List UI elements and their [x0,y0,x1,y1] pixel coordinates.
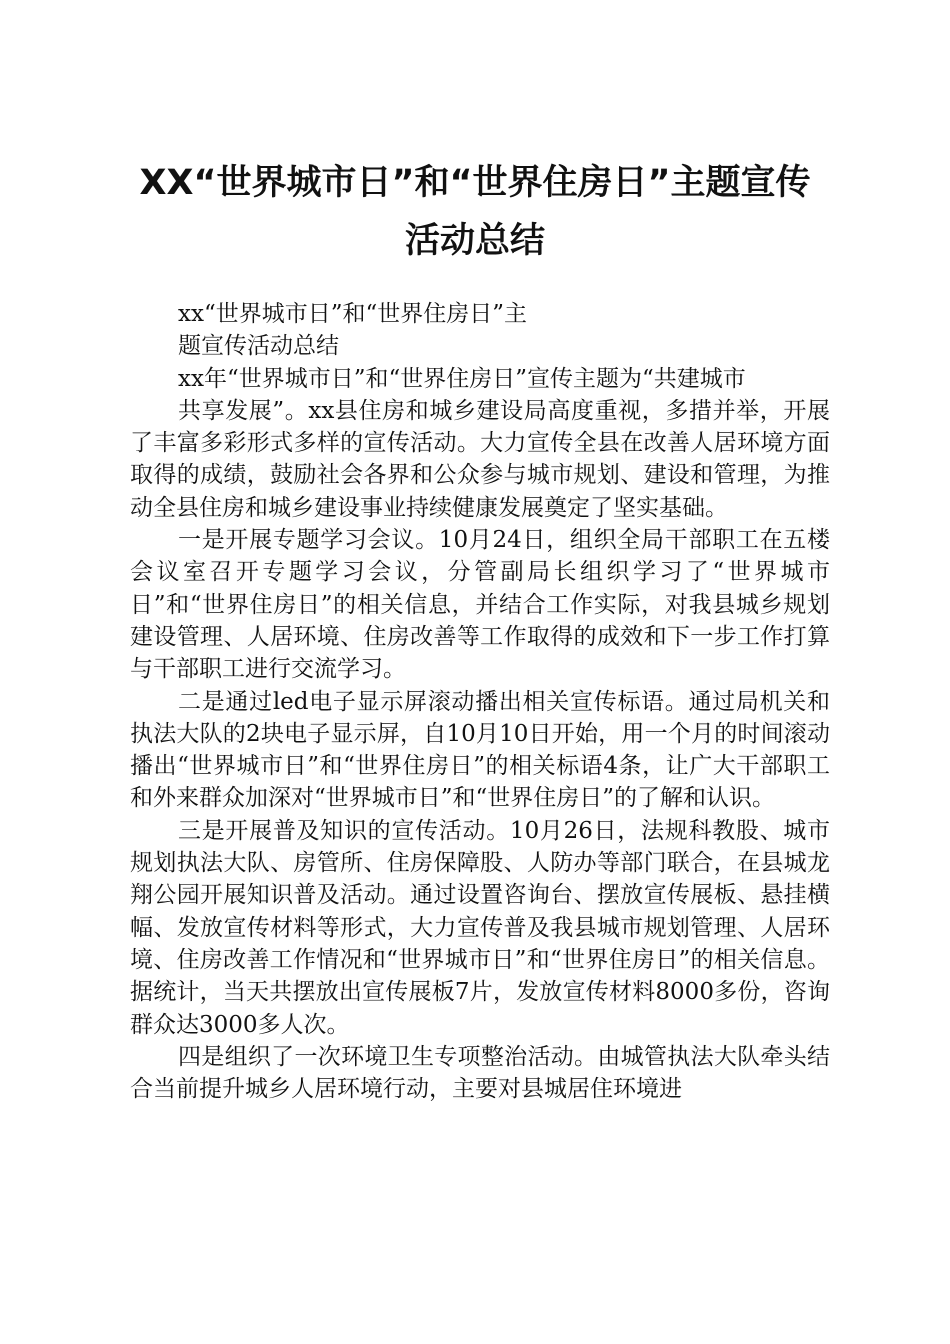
paragraph: xx年“世界城市日”和“世界住房日”宣传主题为“共建城市 [178,365,746,392]
paragraph: 三是开展普及知识的宣传活动。10月26日，法规科教股、城市规划执法大队、房管所、住房保障股、人防办等部门联合，在县城龙翔公园开展知识普及活动。通过设置咨询台、摆放宣传展板、悬挂横幅、发放宣传材料等形式，大力宣传普及我县城市规划管理、人居环境、住房改善工作情况和“世界城市日”和“世界住房日”的相关信息。据统计，当天共摆放出宣传展板7片，发放宣传材料8000多份，咨询群众达3000多人次。 [130,817,830,1038]
paragraph: 二是通过led电子显示屏滚动播出相关宣传标语。通过局机关和执法大队的2块电子显示屏，自10月10日开始，用一个月的时间滚动播出“世界城市日”和“世界住房日”的相关标语4条，让广大干部职工和外来群众加深对“世界城市日”和“世界住房日”的了解和认识。 [130,688,830,812]
document-title-line-2: 活动总结 [404,221,545,261]
paragraph: 四是组织了一次环境卫生专项整治活动。由城管执法大队牵头结合当前提升城乡人居环境行动，主要对县城居住环境进 [130,1043,830,1103]
paragraph: 共享发展”。xx县住房和城乡建设局高度重视，多措并举，开展了丰富多彩形式多样的宣传活动。大力宣传全县在改善人居环境方面取得的成绩，鼓励社会各界和公众参与城市规划、建设和管理，为推动全县住房和城乡建设事业持续健康发展奠定了坚实基础。 [130,397,830,521]
document-title-line-1: XX“世界城市日”和“世界住房日”主题宣传 [139,163,811,203]
paragraph: xx“世界城市日”和“世界住房日”主 [178,301,527,327]
paragraph: 题宣传活动总结 [178,333,339,360]
document-body [130,298,830,1105]
paragraph: 一是开展专题学习会议。10月24日，组织全局干部职工在五楼会议室召开专题学习会议，分管副局长组织学习了“世界城市日”和“世界住房日”的相关信息，并结合工作实际，对我县城乡规划建设管理、人居环境、住房改善等工作取得的成效和下一步工作打算与干部职工进行交流学习。 [130,527,830,683]
